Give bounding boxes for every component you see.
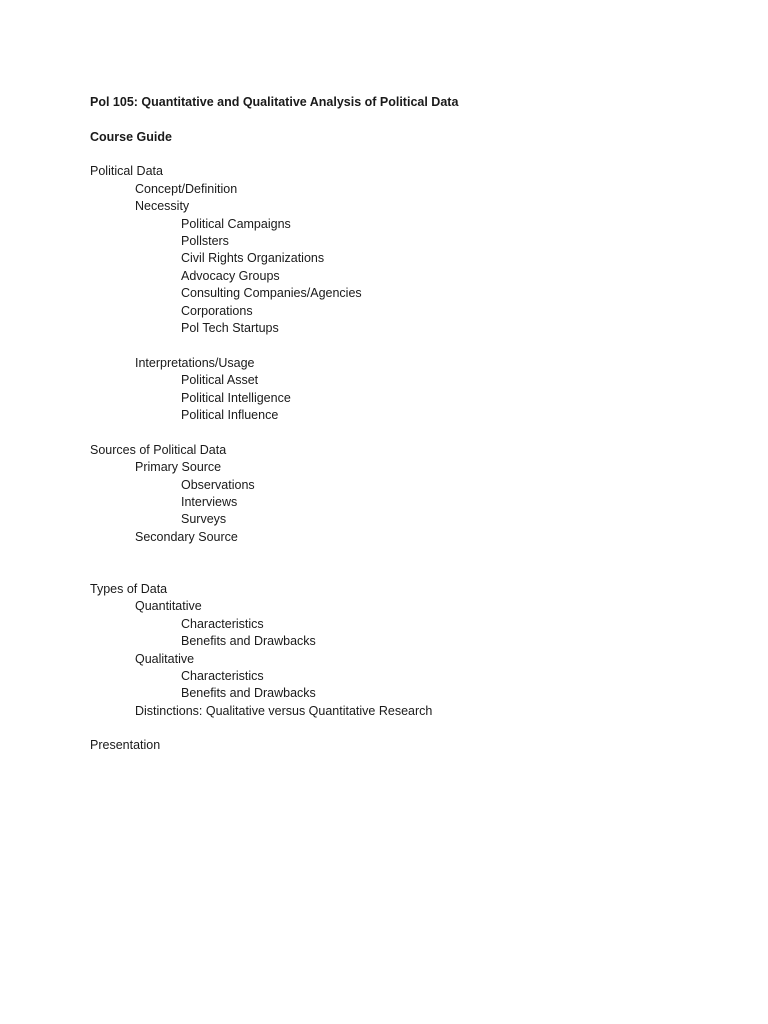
outline-subitem: Political Influence (181, 408, 279, 422)
outline-subitem: Political Campaigns (181, 217, 291, 231)
outline-item-primary-source: Primary Source (135, 460, 222, 474)
section-heading-types-of-data: Types of Data (90, 582, 168, 596)
outline-subitem: Civil Rights Organizations (181, 251, 325, 265)
outline-subitem: Pollsters (181, 234, 229, 248)
outline-subitem: Surveys (181, 512, 227, 526)
outline-item-necessity: Necessity (135, 199, 190, 213)
section-heading-political-data: Political Data (90, 164, 163, 178)
outline-item-secondary-source: Secondary Source (135, 530, 238, 544)
section-heading-sources: Sources of Political Data (90, 443, 227, 457)
outline-subitem: Observations (181, 478, 255, 492)
outline-subitem: Benefits and Drawbacks (181, 634, 316, 648)
document-subtitle: Course Guide (90, 130, 172, 144)
outline-subitem: Political Intelligence (181, 391, 291, 405)
outline-subitem: Corporations (181, 304, 253, 318)
outline-subitem: Benefits and Drawbacks (181, 686, 316, 700)
outline-item-concept: Concept/Definition (135, 182, 238, 196)
outline-item-distinctions: Distinctions: Qualitative versus Quantitative Research (135, 704, 433, 718)
document-title: Pol 105: Quantitative and Qualitative Analysis of Political Data (90, 95, 459, 109)
outline-subitem: Characteristics (181, 669, 264, 683)
outline-item-interpretations: Interpretations/Usage (135, 356, 255, 370)
outline-subitem: Pol Tech Startups (181, 321, 279, 335)
outline-item-qualitative: Qualitative (135, 652, 195, 666)
outline-subitem: Advocacy Groups (181, 269, 280, 283)
outline-subitem: Characteristics (181, 617, 264, 631)
section-heading-presentation: Presentation (90, 738, 161, 752)
outline-subitem: Political Asset (181, 373, 259, 387)
outline-subitem: Interviews (181, 495, 238, 509)
outline-subitem: Consulting Companies/Agencies (181, 286, 362, 300)
outline-item-quantitative: Quantitative (135, 599, 202, 613)
